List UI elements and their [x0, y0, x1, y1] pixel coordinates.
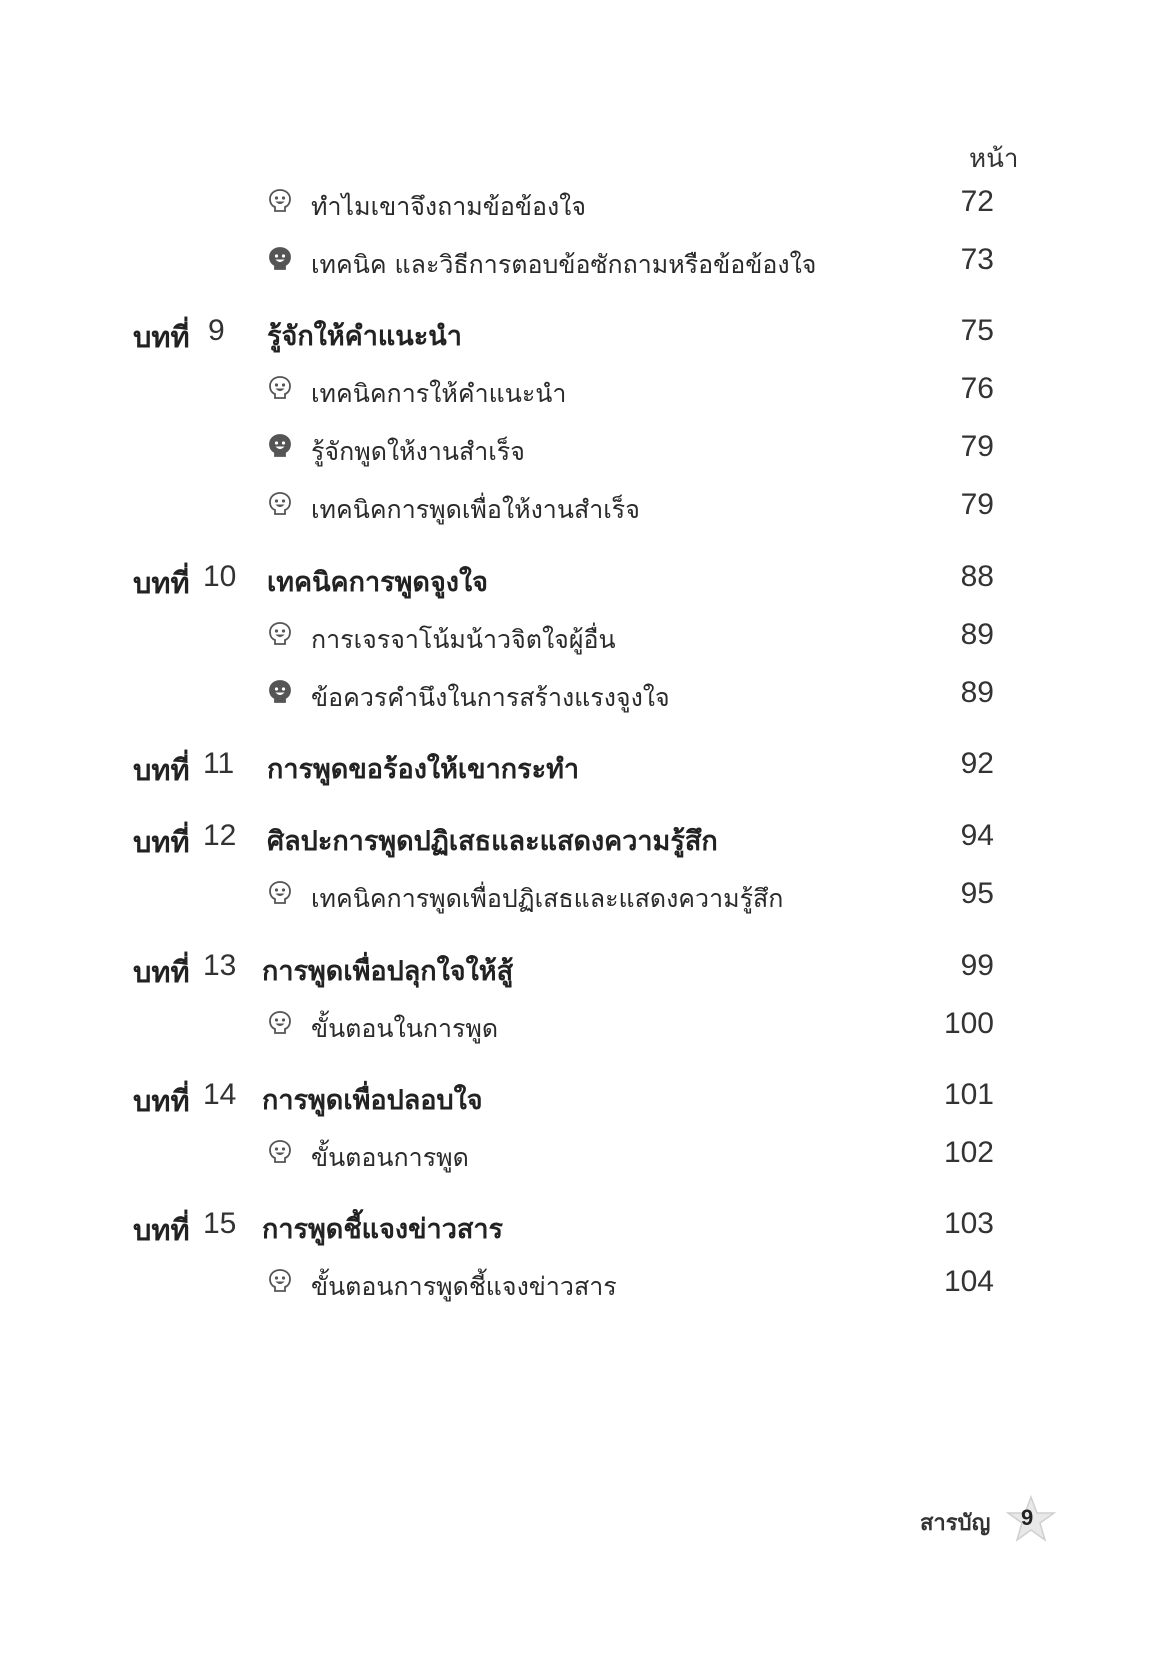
page-number: 75	[960, 314, 994, 347]
page-footer	[920, 1495, 1050, 1545]
chapter-number: 11	[203, 747, 235, 780]
chapter-label: บทที่	[133, 825, 190, 859]
smiley-filled-icon	[267, 246, 293, 272]
toc-chapter-row	[0, 817, 1157, 861]
subsection-title: เทคนิคการพูดเพื่อปฏิเสธและแสดงความรู้สึก	[311, 884, 784, 913]
subsection-title: เทคนิค และวิธีการตอบข้อซักถามหรือข้อข้องใจ	[311, 250, 817, 279]
subsection-title: การเจรจาโน้มน้าวจิตใจผู้อื่น	[311, 625, 616, 654]
smiley-outline-icon	[267, 1268, 293, 1294]
chapter-number: 12	[203, 819, 237, 852]
subsection-title: ขั้นตอนในการพูด	[311, 1014, 499, 1043]
chapter-number: 10	[203, 560, 237, 593]
page-number: 88	[960, 560, 994, 593]
page-number: 72	[960, 185, 994, 218]
smiley-outline-icon	[267, 1010, 293, 1036]
toc-subsection-row	[0, 486, 1157, 530]
smiley-outline-icon	[267, 375, 293, 401]
toc-subsection-row	[0, 241, 1157, 285]
page-number: 101	[943, 1078, 994, 1111]
toc-subsection-row	[0, 1005, 1157, 1049]
chapter-number: 9	[208, 314, 225, 347]
page-number: 102	[943, 1136, 994, 1169]
footer-page-number: 9	[1021, 1505, 1034, 1530]
chapter-title: การพูดชี้แจงข่าวสาร	[262, 1214, 503, 1245]
page-number: 73	[960, 243, 994, 276]
chapter-title: ศิลปะการพูดปฏิเสธและแสดงความรู้สึก	[267, 826, 718, 857]
subsection-title: ขั้นตอนการพูดชี้แจงข่าวสาร	[311, 1272, 617, 1301]
chapter-label: บทที่	[133, 753, 190, 787]
toc-chapter-row	[0, 1076, 1157, 1120]
toc-chapter-row	[0, 1205, 1157, 1249]
chapter-label: บทที่	[133, 955, 190, 989]
toc-chapter-row	[0, 558, 1157, 602]
page-number: 104	[943, 1265, 994, 1298]
chapter-title: การพูดเพื่อปลุกใจให้สู้	[262, 956, 514, 987]
toc-subsection-row	[0, 674, 1157, 718]
chapter-number: 13	[203, 949, 237, 982]
toc-chapter-row	[0, 947, 1157, 991]
page-number: 79	[960, 488, 994, 521]
subsection-title: ข้อควรคำนึงในการสร้างแรงจูงใจ	[311, 683, 670, 712]
chapter-number: 14	[203, 1078, 237, 1111]
toc-subsection-row	[0, 1263, 1157, 1307]
page-number: 79	[960, 430, 994, 463]
smiley-outline-icon	[267, 1139, 293, 1165]
toc-chapter-row	[0, 745, 1157, 789]
chapter-title: การพูดเพื่อปลอบใจ	[262, 1085, 483, 1116]
page-number: 92	[960, 747, 994, 780]
smiley-outline-icon	[267, 621, 293, 647]
footer-section-label: สารบัญ	[920, 1511, 991, 1536]
smiley-outline-icon	[267, 491, 293, 517]
page-number: 95	[960, 877, 994, 910]
subsection-title: เทคนิคการให้คำแนะนำ	[311, 379, 567, 408]
page-number: 76	[960, 372, 994, 405]
chapter-label: บทที่	[133, 1084, 190, 1118]
subsection-title: รู้จักพูดให้งานสำเร็จ	[311, 437, 525, 466]
smiley-filled-icon	[267, 433, 293, 459]
toc-subsection-row	[0, 428, 1157, 472]
toc-subsection-row	[0, 370, 1157, 414]
page-number: 94	[960, 819, 994, 852]
smiley-filled-icon	[267, 679, 293, 705]
chapter-title: การพูดขอร้องให้เขากระทำ	[267, 754, 580, 785]
page-number: 99	[960, 949, 994, 982]
chapter-title: รู้จักให้คำแนะนำ	[267, 321, 462, 352]
subsection-title: เทคนิคการพูดเพื่อให้งานสำเร็จ	[311, 495, 640, 524]
smiley-outline-icon	[267, 188, 293, 214]
page-number: 89	[960, 676, 994, 709]
chapter-label: บทที่	[133, 1213, 190, 1247]
smiley-outline-icon	[267, 880, 293, 906]
chapter-number: 15	[203, 1207, 237, 1240]
page-number: 100	[943, 1007, 994, 1040]
chapter-label: บทที่	[133, 320, 190, 354]
page-number: 89	[960, 618, 994, 651]
page-column-header: หน้า	[969, 144, 1019, 174]
subsection-title: ขั้นตอนการพูด	[311, 1143, 469, 1172]
subsection-title: ทำไมเขาจึงถามข้อข้องใจ	[311, 192, 587, 221]
toc-subsection-row	[0, 1134, 1157, 1178]
toc-subsection-row	[0, 183, 1157, 227]
toc-subsection-row	[0, 616, 1157, 660]
toc-subsection-row	[0, 875, 1157, 919]
chapter-label: บทที่	[133, 566, 190, 600]
toc-chapter-row	[0, 312, 1157, 356]
page-number: 103	[943, 1207, 994, 1240]
chapter-title: เทคนิคการพูดจูงใจ	[267, 567, 488, 598]
